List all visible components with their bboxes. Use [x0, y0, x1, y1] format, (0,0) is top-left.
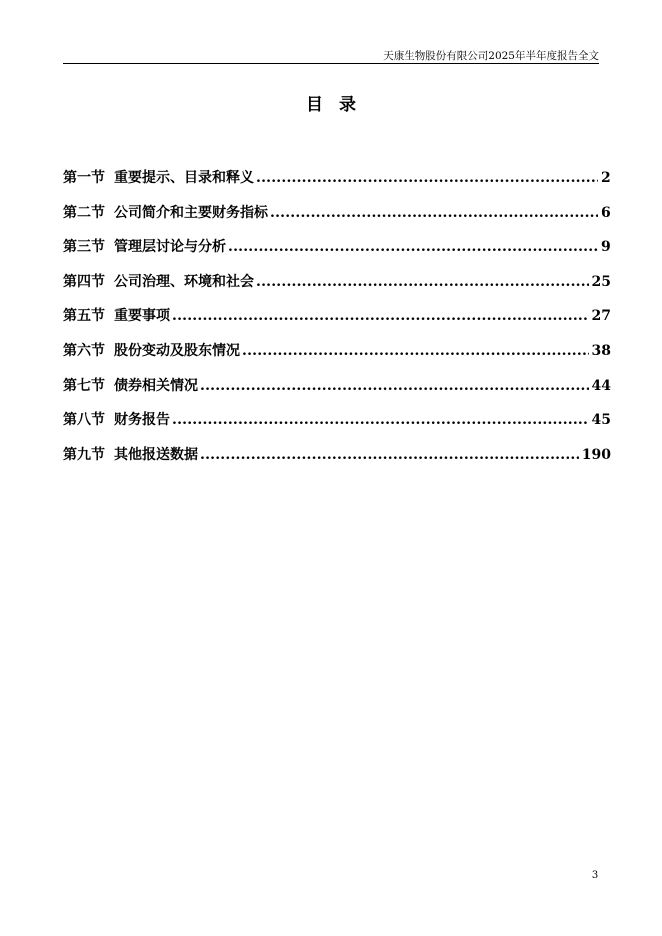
toc-entry-8[interactable] [63, 409, 611, 444]
header-divider [63, 63, 599, 64]
dot-leader [270, 202, 598, 224]
toc-page-number: 44 [591, 377, 611, 394]
dot-leader [228, 236, 598, 258]
toc-page-number: 9 [601, 239, 611, 256]
toc-entry-5[interactable] [63, 305, 611, 340]
toc-section-number: 第九节 [63, 446, 105, 463]
toc-entry-6[interactable] [63, 340, 611, 375]
dot-leader [172, 305, 589, 327]
toc-section-label: 管理层讨论与分析 [114, 239, 226, 256]
toc-page-number: 25 [591, 273, 611, 290]
toc-section-number: 第一节 [63, 170, 105, 186]
toc-entry-3[interactable] [63, 236, 611, 271]
toc-section-label: 公司治理、环境和社会 [114, 273, 254, 290]
toc-section-label: 重要事项 [114, 308, 170, 325]
page-number: 3 [591, 870, 599, 881]
toc-section-label: 财务报告 [114, 412, 170, 429]
toc-section-label: 债券相关情况 [114, 377, 198, 394]
running-header: 天康生物股份有限公司2025年半年度报告全文 [383, 50, 599, 62]
toc-page-number: 2 [601, 170, 611, 186]
toc-entry-2[interactable] [63, 202, 611, 237]
toc-section-label: 其他报送数据 [114, 446, 198, 463]
toc-section-number: 第八节 [63, 412, 105, 429]
dot-leader [172, 409, 589, 431]
toc-page-number: 38 [591, 342, 611, 359]
dot-leader [200, 444, 579, 466]
toc-page-number: 6 [601, 204, 611, 221]
toc-section-label: 股份变动及股东情况 [114, 342, 240, 359]
toc-page-number: 190 [581, 446, 611, 463]
dot-leader [242, 340, 589, 362]
toc-list [63, 167, 611, 478]
toc-page-number: 27 [591, 308, 611, 325]
toc-section-number: 第三节 [63, 239, 105, 256]
toc-entry-9[interactable] [63, 444, 611, 479]
toc-section-number: 第五节 [63, 308, 105, 325]
toc-section-number: 第二节 [63, 204, 105, 221]
toc-section-number: 第四节 [63, 273, 105, 290]
toc-entry-4[interactable] [63, 271, 611, 306]
dot-leader [256, 167, 598, 189]
dot-leader [200, 375, 589, 397]
toc-title: 目录 [306, 95, 372, 115]
toc-section-number: 第七节 [63, 377, 105, 394]
dot-leader [256, 271, 589, 293]
toc-section-label: 重要提示、目录和释义 [114, 170, 254, 186]
toc-section-label: 公司简介和主要财务指标 [114, 204, 268, 221]
toc-entry-1[interactable] [63, 167, 611, 202]
toc-page-number: 45 [591, 412, 611, 429]
toc-section-number: 第六节 [63, 342, 105, 359]
toc-entry-7[interactable] [63, 375, 611, 410]
